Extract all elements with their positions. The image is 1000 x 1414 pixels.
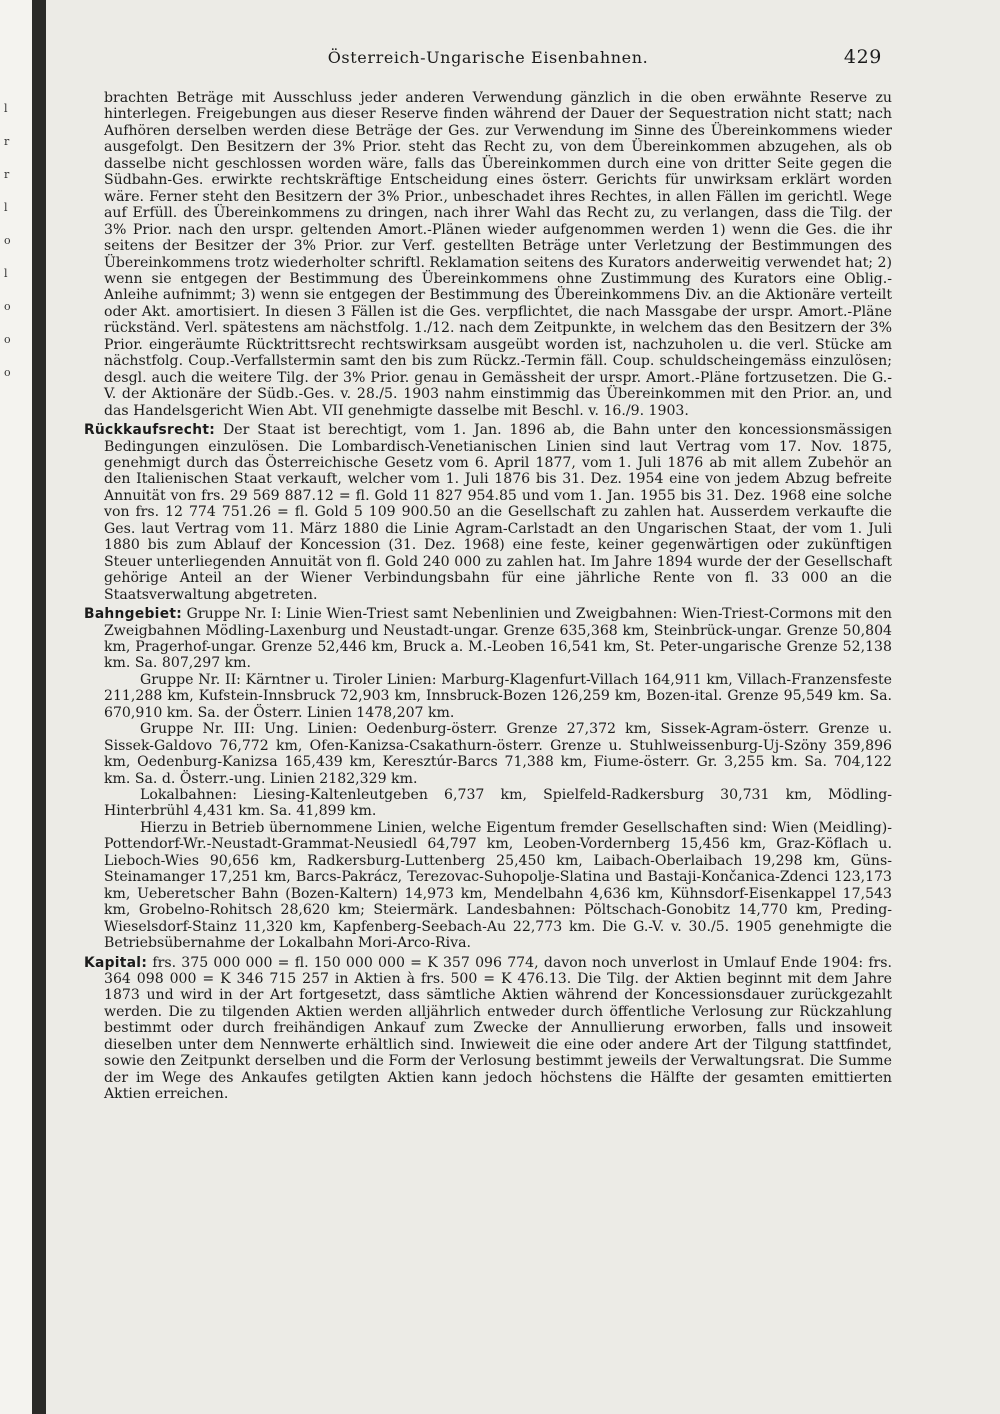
section-reserve [84,90,892,419]
page-number: 429 [843,46,882,68]
kapital-text: frs. 375 000 000 = fl. 150 000 000 = K 357 096 774, davon noch unverlost in Umlauf Ende 1904: frs. 364 098 000 = K 346 715 257 in Aktien à frs. 500 = K 476.13. Die Tilg. der Aktien beginnt mit dem Jahre 1873 und wird in der Art fortgesetzt, dass sämtliche Aktien während der Koncessionsdauer zurückgezahlt werden. Die zu tilgenden Aktien werden alljährlich entweder durch öffentliche Verlosung zur Rückzahlung bestimmt oder durch freihändigen Ankauf zum Zwecke der Annullierung erworben, falls und insoweit dieselben unter dem Nennwerte erhältlich sind. Inwieweit die eine oder andere Art der Tilgung stattfindet, sowie den Zeitpunkt derselben und die Form der Verlosung bestimmt jeweils der Verwaltungsrat. Die Summe der im Wege des Ankaufes getilgten Aktien kann jedoch höchstens die Hälfte der gesamten emittierten Aktien erreichen. [104,954,892,1103]
rueckkaufsrecht-paragraph [84,422,892,603]
running-head-title: Österreich-Ungarische Eisenbahnen. [327,48,649,67]
section-rueckkaufsrecht [84,422,892,603]
bahngebiet-fremde-linien: Hierzu in Betrieb übernommene Linien, welche Eigentum fremder Gesellschaften sind: Wien (Meidling)-Pottendorf-Wr.-Neustadt-Grammat-Neusiedl 64,797 km, Leoben-Vordernberg 15,456 km, Graz-Köflach u. Lieboch-Wies 90,656 km, Radkersburg-Luttenberg 25,450 km, Laibach-Oberlaibach 19,298 km, Güns-Steinamanger 17,251 km, Barcs-Pakrácz, Terezovac-Suhopolje-Slatina und Bastaji-Končanica-Zdenci 123,173 km, Ueberetscher Bahn (Bozen-Kaltern) 14,973 km, Mendelbahn 4,636 km, Kühnsdorf-Eisenkappel 17,543 km, Grobelno-Rohitsch 28,620 km; Steiermärk. Landesbahnen: Pöltschach-Gonobitz 14,770 km, Preding-Wieselsdorf-Stainz 11,320 km, Kapfenberg-Seebach-Au 22,773 km. Die G.-V. v. 30./5. 1905 genehmigte die Betriebsübernahme der Lokalbahn Mori-Arco-Riva. [104,819,892,952]
bahngebiet-text: Gruppe Nr. I: Linie Wien-Triest samt Nebenlinien und Zweigbahnen: Wien-Triest-Cormons mit den Zweigbahnen Mödling-Laxenburg und Neustadt-ungar. Grenze 635,368 km, Steinbrück-ungar. Grenze 50,804 km, Pragerhof-ungar. Grenze 52,446 km, Bruck a. M.-Leoben 16,541 km, St. Peter-ungarische Grenze 52,138 km. Sa. 807,297 km. [104,606,892,672]
scan-left-margin [0,0,32,1414]
margin-mark: o [4,366,11,379]
margin-mark: o [4,300,11,313]
rueckkaufsrecht-label: Rückkaufsrecht: [84,422,216,439]
section-kapital [84,955,892,1103]
section-bahngebiet [84,606,892,952]
book-gutter-shadow [32,0,46,1414]
bahngebiet-gruppe-3: Gruppe Nr. III: Ung. Linien: Oedenburg-österr. Grenze 27,372 km, Sissek-Agram-österr. Grenze u. Sissek-Galdovo 76,772 km, Ofen-Kanizsa-Csakathurn-österr. Grenze u. Stuhlweissenburg-Uj-Szöny 359,896 km, Oedenburg-Kanizsa 165,439 km, Keresztúr-Barcs 71,388 km, Fiume-österr. Gr. 3,255 km. Sa. 704,122 km. Sa. d. Österr.-ung. Linien 2182,329 km. [104,721,892,787]
margin-mark: l [4,267,8,280]
margin-mark: o [4,234,11,247]
bahngebiet-paragraph [84,606,892,672]
book-page [84,40,892,1103]
bahngebiet-gruppe-2: Gruppe Nr. II: Kärntner u. Tiroler Linien: Marburg-Klagenfurt-Villach 164,911 km, Villach-Franzensfeste 211,288 km, Kufstein-Innsbruck 72,903 km, Innsbruck-Bozen 126,259 km, Bozen-ital. Grenze 95,549 km. Sa. 670,910 km. Sa. der Österr. Linien 1478,207 km. [104,671,892,721]
margin-mark: l [4,102,8,115]
margin-mark: r [4,168,10,181]
kapital-paragraph [84,954,892,1103]
margin-mark: l [4,201,8,214]
margin-marks [4,92,26,389]
bahngebiet-lokalbahnen: Lokalbahnen: Liesing-Kaltenleutgeben 6,737 km, Spielfeld-Radkersburg 30,731 km, Mödling-Hinterbrühl 4,431 km. Sa. 41,899 km. [104,787,892,820]
margin-mark: o [4,333,11,346]
reserve-paragraph: brachten Beträge mit Ausschluss jeder anderen Verwendung gänzlich in die oben erwähnte Reserve zu hinterlegen. Freigebungen aus dieser Reserve finden während der Dauer der Sequestration nicht statt; nach Aufhören derselben werden diese Beträge der Ges. zur Verwendung im Sinne des Übereinkommens wieder ausgefolgt. Den Besitzern der 3% Prior. steht das Recht zu, von dem Übereinkommen abzugehen, als ob dasselbe nicht geschlossen worden wäre, falls das Übereinkommen durch eine von dritter Seite gegen die Südbahn-Ges. erwirkte rechtskräftige Entscheidung eines österr. Gerichts für unwirksam erklärt worden wäre. Ferner steht den Besitzern der 3% Prior., unbeschadet ihres Rechtes, in allen Fällen im gerichtl. Wege auf Erfüll. des Übereinkommens zu dringen, nach ihrer Wahl das Recht zu, zu verlangen, dass die Tilg. der 3% Prior. nach den urspr. geltenden Amort.-Plänen wieder aufgenommen werden 1) wenn die Ges. die ihr seitens der Besitzer der 3% Prior. zur Verf. gestellten Beträge unter Verletzung der Bestimmungen des Übereinkommens trotz wiederholter schriftl. Reklamation seitens des Kurators anderweitig verwendet hat; 2) wenn sie entgegen der Bestimmung des Übereinkommens ohne Zustimmung des Kurators eine Oblig.-Anleihe aufnimmt; 3) wenn sie entgegen der Bestimmung des Übereinkommens Div. an die Aktionäre verteilt oder Akt. amortisiert. In diesen 3 Fällen ist die Ges. verpflichtet, die nach Massgabe der urspr. Amort.-Pläne rückständ. Verl. spätestens am nächstfolg. 1./12. nach dem Zeitpunkte, in welchem das den Besitzern der 3% Prior. eingeräumte Rücktrittsrecht rechtswirksam ausgeübt worden ist, nachzuholen u. die verl. Stücke am nächstfolg. Coup.-Verfallstermin samt den bis zum Rückz.-Termin fäll. Coup. schuldscheingemäss einzulösen; desgl. auch die weitere Tilg. der 3% Prior. genau in Gemässheit der urspr. Amort.-Pläne fortzusetzen. Die G.-V. der Aktionäre der Südb.-Ges. v. 28./5. 1903 nahm einstimmig das Übereinkommen mit den Prior. an, und das Handelsgericht Wien Abt. VII genehmigte dasselbe mit Beschl. v. 16./9. 1903. [104,90,892,419]
margin-mark: r [4,135,10,148]
bahngebiet-label: Bahngebiet: [84,606,183,623]
running-head [84,40,892,72]
rueckkaufsrecht-text: Der Staat ist berechtigt, vom 1. Jan. 1896 ab, die Bahn unter den koncessionsmässigen Bedingungen einzulösen. Die Lombardisch-Venetianischen Linien sind laut Vertrag vom 17. Nov. 1875, genehmigt durch das Österreichische Gesetz vom 6. April 1877, vom 1. Juli 1876 ab mit allem Zubehör an den Italienischen Staat verkauft, welcher vom 1. Juli 1876 bis 31. Dez. 1954 eine von jedem Abzug befreite Annuität von frs. 29 569 887.12 = fl. Gold 11 827 954.85 und vom 1. Jan. 1955 bis 31. Dez. 1968 eine solche von frs. 12 774 751.26 = fl. Gold 5 109 900.50 an die Gesellschaft zu zahlen hat. Ausserdem verkaufte die Ges. laut Vertrag vom 11. März 1880 die Linie Agram-Carlstadt an den Ungarischen Staat, der vom 1. Juli 1880 bis zum Ablauf der Koncession (31. Dez. 1968) eine feste, keiner gegenwärtigen oder zukünftigen Steuer unterliegenden Annuität von fl. Gold 240 000 zu zahlen hat. Im Jahre 1894 wurde der der Gesellschaft gehörige Anteil an der Wiener Verbindungsbahn für eine jährliche Rente von fl. 33 000 an die Staatsverwaltung abgetreten. [104,422,892,603]
kapital-label: Kapital: [84,954,148,971]
